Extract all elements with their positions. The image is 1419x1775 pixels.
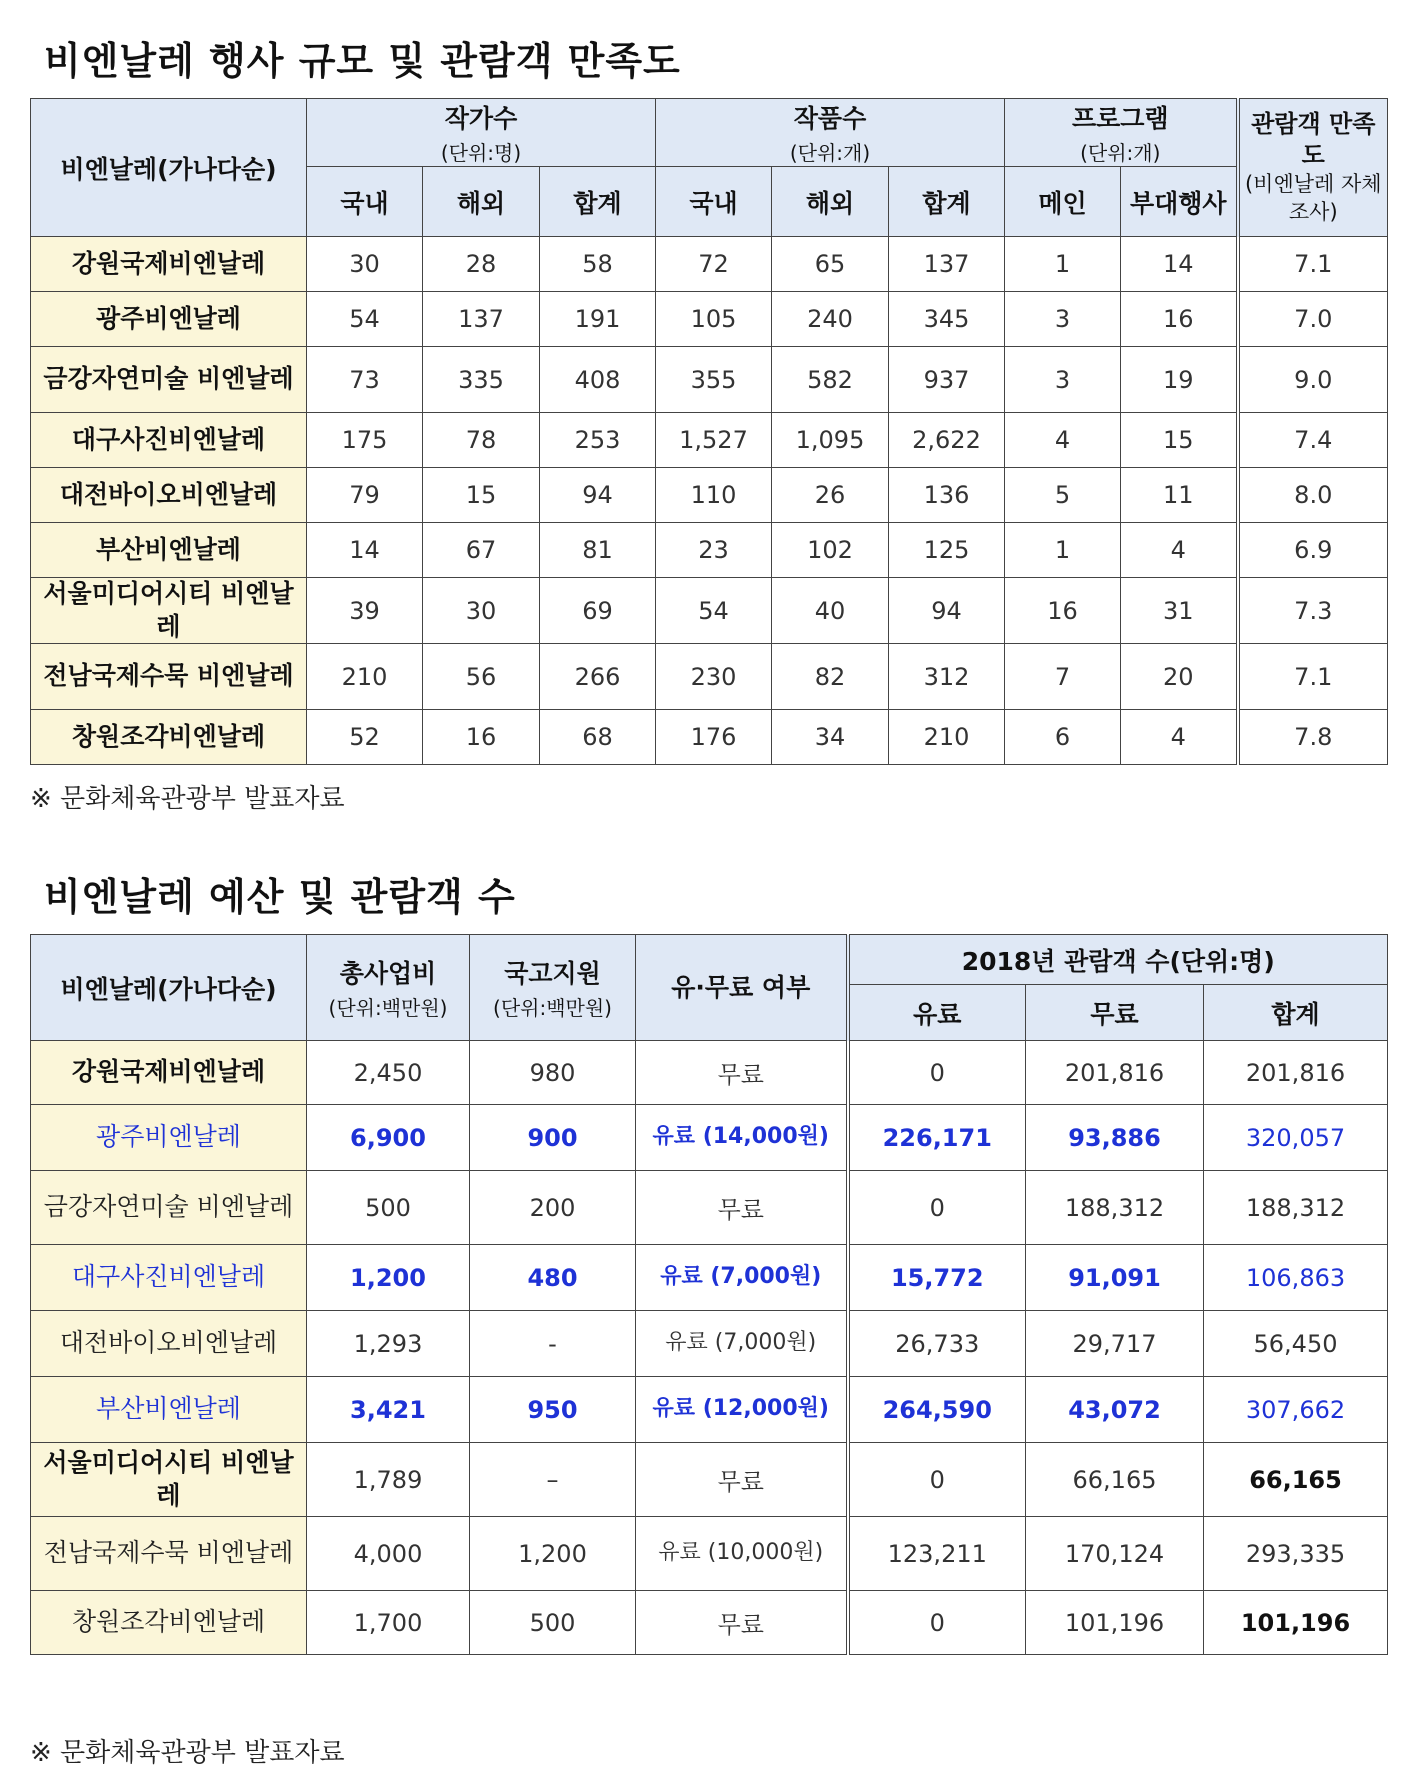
table-cell: 4 bbox=[1121, 710, 1238, 765]
table-cell: 1,700 bbox=[307, 1591, 470, 1655]
table-cell: 81 bbox=[540, 523, 656, 578]
table-cell: 4 bbox=[1121, 523, 1238, 578]
sub-header: 유료 bbox=[848, 985, 1026, 1041]
table-cell: 73 bbox=[307, 347, 423, 413]
program-count-header: 프로그램 (단위:개) bbox=[1005, 99, 1238, 167]
row-name: 부산비엔날레 bbox=[31, 523, 307, 578]
table-row bbox=[31, 1311, 1388, 1377]
table-row bbox=[31, 1041, 1388, 1105]
table-cell: 1,527 bbox=[656, 413, 772, 468]
table-cell: 176 bbox=[656, 710, 772, 765]
table-cell: 8.0 bbox=[1238, 468, 1388, 523]
table-row bbox=[31, 1377, 1388, 1443]
table-cell: 91,091 bbox=[1026, 1245, 1204, 1311]
table-cell: 3 bbox=[1005, 292, 1121, 347]
artist-count-header: 작가수 (단위:명) bbox=[307, 99, 656, 167]
table-cell: 7.4 bbox=[1238, 413, 1388, 468]
table-cell: 28 bbox=[423, 237, 540, 292]
table-cell: 15 bbox=[423, 468, 540, 523]
table-cell: 101,196 bbox=[1026, 1591, 1204, 1655]
table-cell: 16 bbox=[423, 710, 540, 765]
table-cell: 7.3 bbox=[1238, 578, 1388, 644]
row-name: 금강자연미술 비엔날레 bbox=[31, 1171, 307, 1245]
fee-cell: 무료 bbox=[636, 1041, 848, 1105]
source-note: ※ 문화체육관광부 발표자료 bbox=[30, 784, 345, 814]
table-cell: 26 bbox=[772, 468, 889, 523]
name-column-header: 비엔날레(가나다순) bbox=[31, 99, 307, 237]
table-cell: 54 bbox=[307, 292, 423, 347]
table-cell: 6 bbox=[1005, 710, 1121, 765]
fee-cell: 유료 (7,000원) bbox=[636, 1245, 848, 1311]
table-cell: 1,200 bbox=[307, 1245, 470, 1311]
table-cell: 110 bbox=[656, 468, 772, 523]
table-cell: 4,000 bbox=[307, 1517, 470, 1591]
sub-header: 해외 bbox=[772, 167, 889, 237]
table-cell: 355 bbox=[656, 347, 772, 413]
table-cell: 293,335 bbox=[1204, 1517, 1388, 1591]
table-cell: 19 bbox=[1121, 347, 1238, 413]
row-name: 대구사진비엔날레 bbox=[31, 413, 307, 468]
table-cell: 582 bbox=[772, 347, 889, 413]
table-cell: 1,200 bbox=[470, 1517, 636, 1591]
table-cell: 335 bbox=[423, 347, 540, 413]
satisfaction-header: 관람객 만족도 (비엔날레 자체조사) bbox=[1238, 99, 1388, 237]
table-cell: 500 bbox=[307, 1171, 470, 1245]
table-cell: 16 bbox=[1121, 292, 1238, 347]
support-header: 국고지원 (단위:백만원) bbox=[470, 935, 636, 1041]
sub-header: 메인 bbox=[1005, 167, 1121, 237]
table-cell: - bbox=[470, 1311, 636, 1377]
row-name: 전남국제수묵 비엔날레 bbox=[31, 1517, 307, 1591]
table-cell: 101,196 bbox=[1204, 1591, 1388, 1655]
table-cell: 15 bbox=[1121, 413, 1238, 468]
table-row bbox=[31, 1171, 1388, 1245]
row-name: 부산비엔날레 bbox=[31, 1377, 307, 1443]
fee-cell: 무료 bbox=[636, 1443, 848, 1517]
table-cell: 34 bbox=[772, 710, 889, 765]
table-cell: 40 bbox=[772, 578, 889, 644]
table-row bbox=[31, 1517, 1388, 1591]
sub-header: 국내 bbox=[656, 167, 772, 237]
table-cell: 0 bbox=[848, 1041, 1026, 1105]
fee-cell: 유료 (12,000원) bbox=[636, 1377, 848, 1443]
table-cell: 5 bbox=[1005, 468, 1121, 523]
table-cell: 266 bbox=[540, 644, 656, 710]
table-cell: 11 bbox=[1121, 468, 1238, 523]
table-cell: 1,293 bbox=[307, 1311, 470, 1377]
fee-cell: 유료 (10,000원) bbox=[636, 1517, 848, 1591]
table-cell: 7 bbox=[1005, 644, 1121, 710]
table-cell: 937 bbox=[889, 347, 1005, 413]
table-cell: 94 bbox=[540, 468, 656, 523]
table-cell: 7.1 bbox=[1238, 644, 1388, 710]
table-cell: 67 bbox=[423, 523, 540, 578]
table-cell: 105 bbox=[656, 292, 772, 347]
budget-visitors-table bbox=[30, 934, 1388, 1655]
table-cell: 500 bbox=[470, 1591, 636, 1655]
fee-cell: 유료 (7,000원) bbox=[636, 1311, 848, 1377]
table-cell: 66,165 bbox=[1026, 1443, 1204, 1517]
table-cell: 3 bbox=[1005, 347, 1121, 413]
table-cell: 200 bbox=[470, 1171, 636, 1245]
sub-header: 무료 bbox=[1026, 985, 1204, 1041]
table-cell: 0 bbox=[848, 1171, 1026, 1245]
table-row bbox=[31, 1245, 1388, 1311]
table-cell: 23 bbox=[656, 523, 772, 578]
fee-cell: 무료 bbox=[636, 1171, 848, 1245]
table-cell: 7.8 bbox=[1238, 710, 1388, 765]
table-cell: 1,789 bbox=[307, 1443, 470, 1517]
table-row bbox=[31, 347, 1388, 413]
table-cell: 65 bbox=[772, 237, 889, 292]
table-cell: 39 bbox=[307, 578, 423, 644]
table-cell: 94 bbox=[889, 578, 1005, 644]
table-cell: 137 bbox=[889, 237, 1005, 292]
event-scale-table bbox=[30, 98, 1388, 765]
table-cell: 69 bbox=[540, 578, 656, 644]
table-row bbox=[31, 1443, 1388, 1517]
table-cell: – bbox=[470, 1443, 636, 1517]
sub-header: 합계 bbox=[540, 167, 656, 237]
row-name: 광주비엔날레 bbox=[31, 292, 307, 347]
visitors-header: 2018년 관람객 수(단위:명) bbox=[848, 935, 1388, 985]
fee-header: 유·무료 여부 bbox=[636, 935, 848, 1041]
sub-header: 합계 bbox=[1204, 985, 1388, 1041]
table-row bbox=[31, 1105, 1388, 1171]
table-row bbox=[31, 1591, 1388, 1655]
table-row bbox=[31, 710, 1388, 765]
source-note: ※ 문화체육관광부 발표자료 bbox=[30, 1738, 345, 1768]
table-cell: 14 bbox=[1121, 237, 1238, 292]
table-cell: 2,450 bbox=[307, 1041, 470, 1105]
table-cell: 106,863 bbox=[1204, 1245, 1388, 1311]
table-cell: 312 bbox=[889, 644, 1005, 710]
row-name: 서울미디어시티 비엔날레 bbox=[31, 1443, 307, 1517]
row-name: 전남국제수묵 비엔날레 bbox=[31, 644, 307, 710]
sub-header: 합계 bbox=[889, 167, 1005, 237]
table-cell: 307,662 bbox=[1204, 1377, 1388, 1443]
table-cell: 210 bbox=[307, 644, 423, 710]
row-name: 대구사진비엔날레 bbox=[31, 1245, 307, 1311]
fee-cell: 무료 bbox=[636, 1591, 848, 1655]
table-cell: 240 bbox=[772, 292, 889, 347]
table-cell: 320,057 bbox=[1204, 1105, 1388, 1171]
row-name: 대전바이오비엔날레 bbox=[31, 1311, 307, 1377]
table-cell: 264,590 bbox=[848, 1377, 1026, 1443]
table-cell: 125 bbox=[889, 523, 1005, 578]
table-cell: 93,886 bbox=[1026, 1105, 1204, 1171]
table-cell: 900 bbox=[470, 1105, 636, 1171]
table-cell: 175 bbox=[307, 413, 423, 468]
table-row bbox=[31, 644, 1388, 710]
sub-header: 부대행사 bbox=[1121, 167, 1238, 237]
table-cell: 102 bbox=[772, 523, 889, 578]
table-cell: 15,772 bbox=[848, 1245, 1026, 1311]
table-cell: 58 bbox=[540, 237, 656, 292]
table-row bbox=[31, 468, 1388, 523]
row-name: 광주비엔날레 bbox=[31, 1105, 307, 1171]
table-cell: 30 bbox=[307, 237, 423, 292]
table-row bbox=[31, 523, 1388, 578]
table-cell: 82 bbox=[772, 644, 889, 710]
fee-cell: 유료 (14,000원) bbox=[636, 1105, 848, 1171]
table-cell: 56,450 bbox=[1204, 1311, 1388, 1377]
table-cell: 4 bbox=[1005, 413, 1121, 468]
row-name: 창원조각비엔날레 bbox=[31, 1591, 307, 1655]
table-cell: 3,421 bbox=[307, 1377, 470, 1443]
table-cell: 0 bbox=[848, 1443, 1026, 1517]
table-cell: 68 bbox=[540, 710, 656, 765]
table-cell: 66,165 bbox=[1204, 1443, 1388, 1517]
table-cell: 230 bbox=[656, 644, 772, 710]
row-name: 대전바이오비엔날레 bbox=[31, 468, 307, 523]
table-cell: 980 bbox=[470, 1041, 636, 1105]
table-cell: 0 bbox=[848, 1591, 1026, 1655]
table-cell: 6.9 bbox=[1238, 523, 1388, 578]
table-cell: 52 bbox=[307, 710, 423, 765]
table-cell: 6,900 bbox=[307, 1105, 470, 1171]
table-cell: 188,312 bbox=[1026, 1171, 1204, 1245]
table-cell: 345 bbox=[889, 292, 1005, 347]
table-cell: 43,072 bbox=[1026, 1377, 1204, 1443]
table-cell: 201,816 bbox=[1204, 1041, 1388, 1105]
row-name: 서울미디어시티 비엔날레 bbox=[31, 578, 307, 644]
table-cell: 29,717 bbox=[1026, 1311, 1204, 1377]
table-cell: 2,622 bbox=[889, 413, 1005, 468]
table-cell: 480 bbox=[470, 1245, 636, 1311]
table-cell: 72 bbox=[656, 237, 772, 292]
table-cell: 14 bbox=[307, 523, 423, 578]
table-cell: 20 bbox=[1121, 644, 1238, 710]
table-cell: 191 bbox=[540, 292, 656, 347]
table-cell: 78 bbox=[423, 413, 540, 468]
artwork-count-header: 작품수 (단위:개) bbox=[656, 99, 1005, 167]
table-cell: 79 bbox=[307, 468, 423, 523]
row-name: 금강자연미술 비엔날레 bbox=[31, 347, 307, 413]
table-cell: 136 bbox=[889, 468, 1005, 523]
table-cell: 408 bbox=[540, 347, 656, 413]
sub-header: 국내 bbox=[307, 167, 423, 237]
table-cell: 1,095 bbox=[772, 413, 889, 468]
table-cell: 56 bbox=[423, 644, 540, 710]
table-cell: 54 bbox=[656, 578, 772, 644]
table-cell: 123,211 bbox=[848, 1517, 1026, 1591]
table-cell: 16 bbox=[1005, 578, 1121, 644]
sub-header: 해외 bbox=[423, 167, 540, 237]
table-cell: 7.1 bbox=[1238, 237, 1388, 292]
table-cell: 1 bbox=[1005, 237, 1121, 292]
row-name: 강원국제비엔날레 bbox=[31, 237, 307, 292]
table-cell: 201,816 bbox=[1026, 1041, 1204, 1105]
table-cell: 31 bbox=[1121, 578, 1238, 644]
table-cell: 210 bbox=[889, 710, 1005, 765]
row-name: 강원국제비엔날레 bbox=[31, 1041, 307, 1105]
table-cell: 7.0 bbox=[1238, 292, 1388, 347]
table-cell: 9.0 bbox=[1238, 347, 1388, 413]
table-cell: 950 bbox=[470, 1377, 636, 1443]
table-row bbox=[31, 292, 1388, 347]
table-row bbox=[31, 237, 1388, 292]
budget-header: 총사업비 (단위:백만원) bbox=[307, 935, 470, 1041]
table-cell: 170,124 bbox=[1026, 1517, 1204, 1591]
row-name: 창원조각비엔날레 bbox=[31, 710, 307, 765]
table-cell: 253 bbox=[540, 413, 656, 468]
table-cell: 1 bbox=[1005, 523, 1121, 578]
name-column-header: 비엔날레(가나다순) bbox=[31, 935, 307, 1041]
table-cell: 30 bbox=[423, 578, 540, 644]
table-row bbox=[31, 413, 1388, 468]
table2-title: 비엔날레 예산 및 관람객 수 bbox=[44, 875, 516, 919]
table1-title: 비엔날레 행사 규모 및 관람객 만족도 bbox=[44, 39, 681, 83]
table-row bbox=[31, 578, 1388, 644]
table-cell: 226,171 bbox=[848, 1105, 1026, 1171]
table-cell: 26,733 bbox=[848, 1311, 1026, 1377]
table-cell: 137 bbox=[423, 292, 540, 347]
table-cell: 188,312 bbox=[1204, 1171, 1388, 1245]
